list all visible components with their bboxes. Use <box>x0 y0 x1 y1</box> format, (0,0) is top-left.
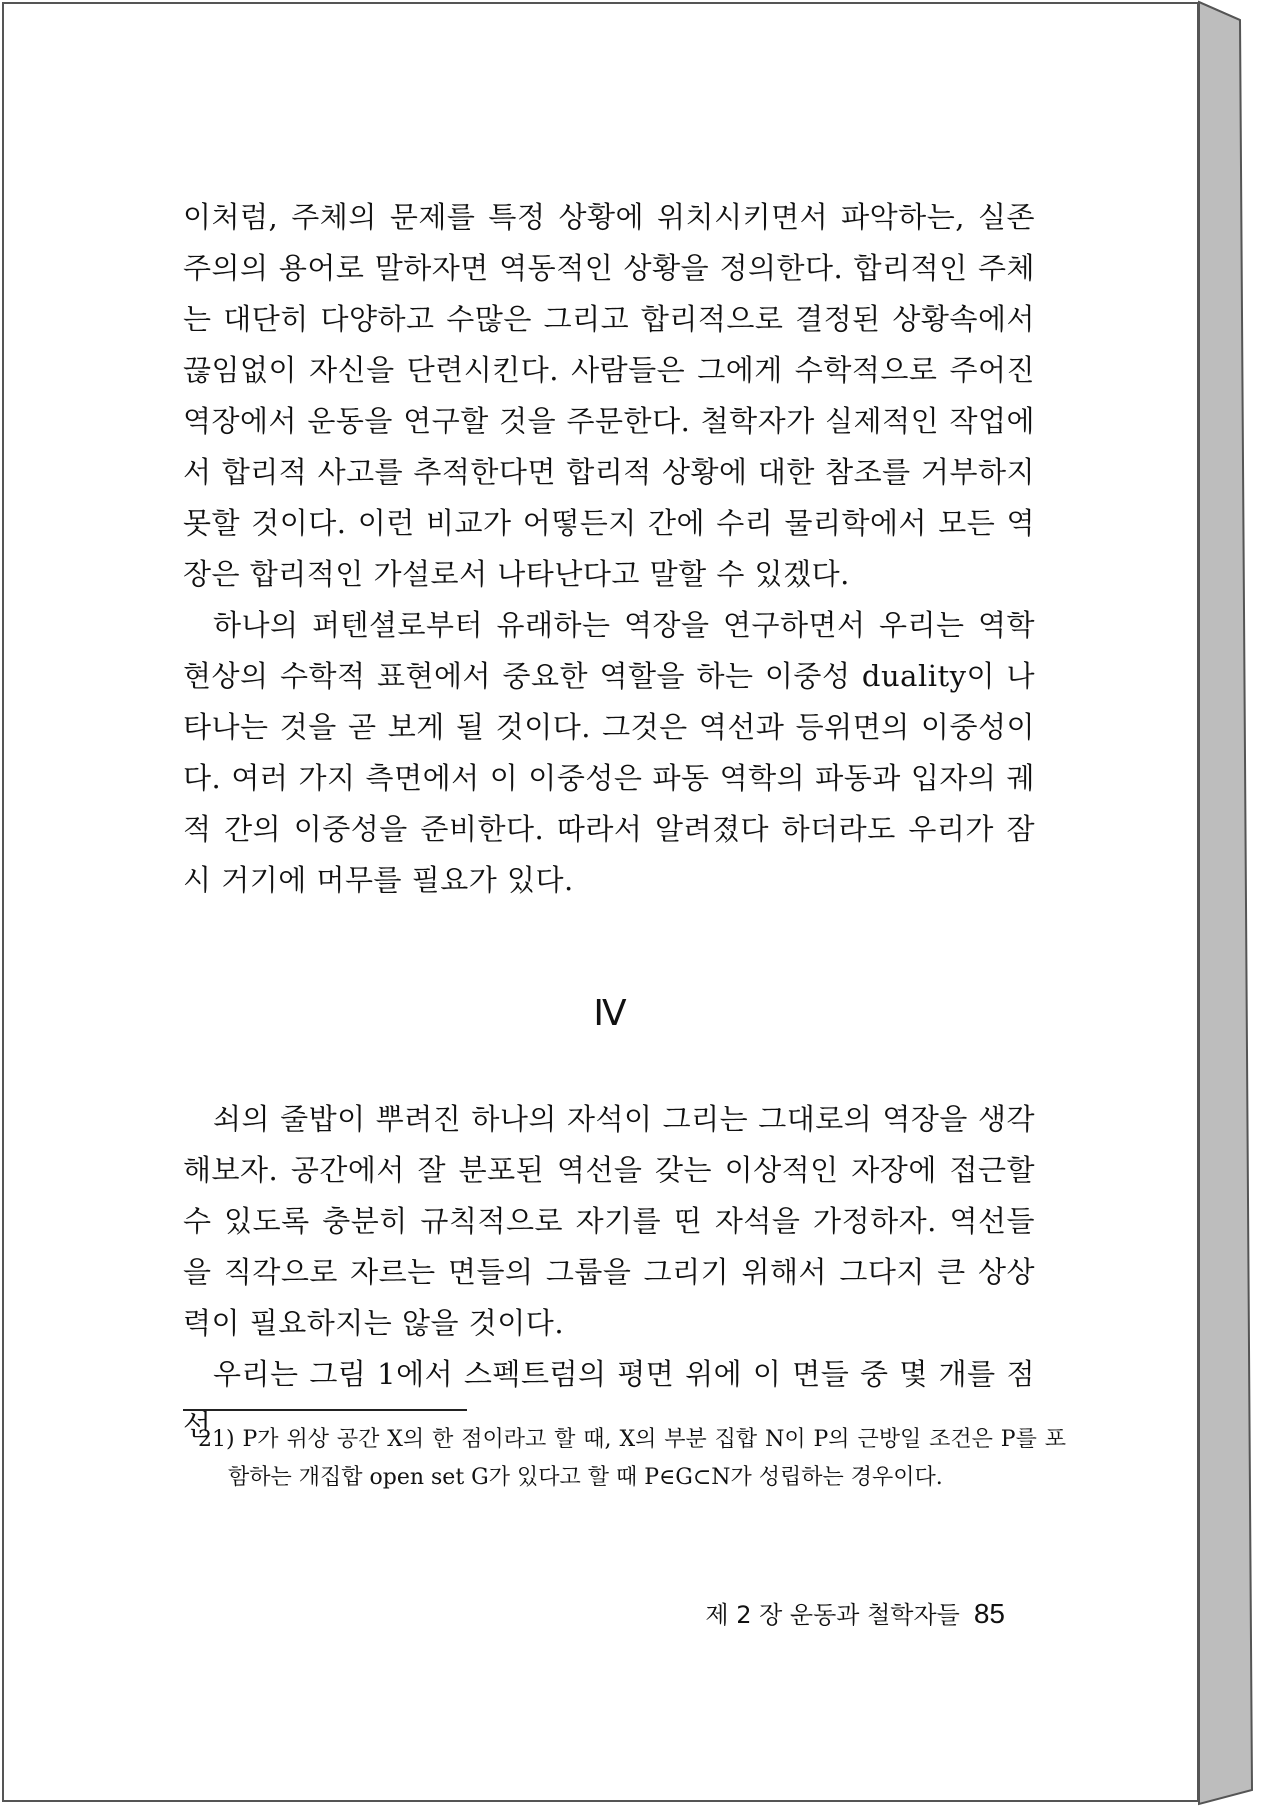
page-number: 85 <box>973 1598 1005 1629</box>
chapter-title: 제 2 장 운동과 철학자들 <box>705 1601 960 1629</box>
paragraph: 쇠의 줄밥이 뿌려진 하나의 자석이 그리는 그대로의 역장을 생각해보자. 공간에서 잘 분포된 역선을 갖는 이상적인 자장에 접근할 수 있도록 충분히 규칙적으로 자기를 띤 자석을 가정하자. 역선들을 직각으로 자르는 면들의 그룹을 그리기 위해서 그다지 큰 상상력이 필요하지는 않을 것이다. <box>183 1102 1035 1340</box>
body-text-bottom <box>183 1094 1035 1451</box>
paragraph: 하나의 퍼텐셜로부터 유래하는 역장을 연구하면서 우리는 역학 현상의 수학적 표현에서 중요한 역할을 하는 이중성 duality이 나타나는 것을 곧 보게 될 것이다. 그것은 역선과 등위면의 이중성이다. 여러 가지 측면에서 이 이중성은 파동 역학의 파동과 입자의 궤적 간의 이중성을 준비한다. 따라서 알려졌다 하더라도 우리가 잠시 거기에 머무를 필요가 있다. <box>183 608 1035 897</box>
body-text-top <box>183 192 1035 906</box>
paragraph: 이처럼, 주체의 문제를 특정 상황에 위치시키면서 파악하는, 실존주의의 용어로 말하자면 역동적인 상황을 정의한다. 합리적인 주체는 대단히 다양하고 수많은 그리고 합리적으로 결정된 상황속에서 끊임없이 자신을 단련시킨다. 사람들은 그에게 수학적으로 주어진 역장에서 운동을 연구할 것을 주문한다. 철학자가 실제적인 작업에서 합리적 사고를 추적한다면 합리적 상황에 대한 참조를 거부하지 못할 것이다. 이런 비교가 어떻든지 간에 수리 물리학에서 모든 역장은 합리적인 가설로서 나타난다고 말할 수 있겠다. <box>183 200 1035 591</box>
footnote-divider <box>183 1409 467 1411</box>
running-footer <box>700 1595 1005 1630</box>
section-heading: Ⅳ <box>593 993 627 1033</box>
footnote: 21) P가 위상 공간 X의 한 점이라고 할 때, X의 부분 집합 N이 P의 근방일 조건은 P를 포함하는 개집합 open set G가 있다고 할 때 P∈G⊂N가 성립하는 경우이다. <box>198 1427 1066 1490</box>
paragraph: 우리는 그림 1에서 스펙트럼의 평면 위에 이 면들 중 몇 개를 점선 <box>183 1357 1035 1442</box>
